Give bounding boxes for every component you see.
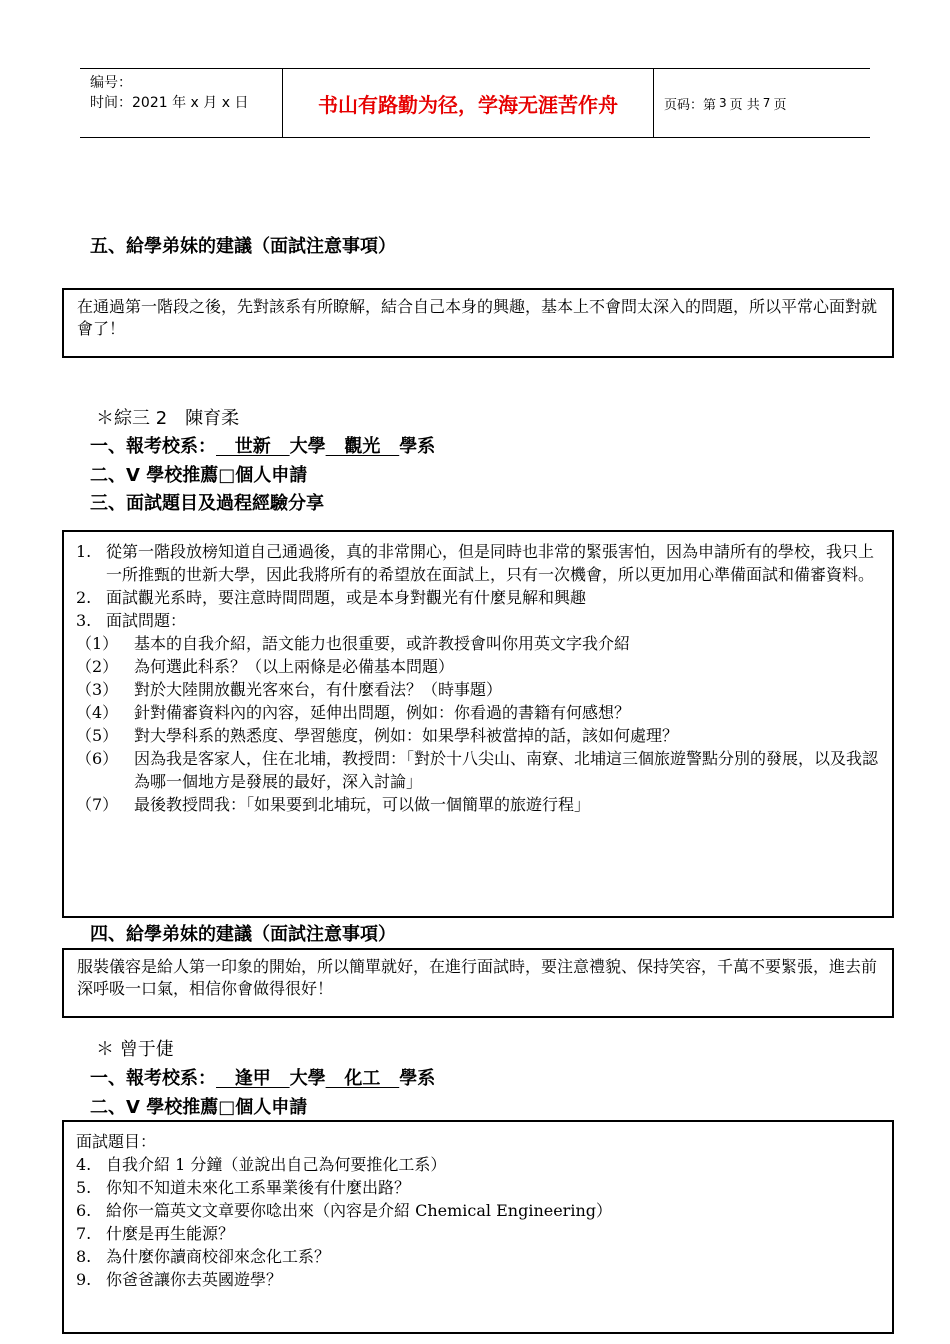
sub-item-number: （1）	[76, 634, 119, 653]
item-text: 為什麼你讀商校卻來念化工系？	[106, 1247, 331, 1266]
apply-line-2	[90, 1064, 435, 1090]
page-counter	[654, 69, 870, 137]
page-header	[80, 68, 870, 138]
sub-item-text: 最後教授問我：「如果要到北埔玩，可以做一個簡單的旅遊行程」	[134, 795, 591, 814]
apply-prefix: 一、報考校系：	[90, 1068, 216, 1089]
item-number: 6.	[76, 1201, 92, 1220]
item-text: 面試問題：	[106, 611, 187, 630]
student-title-2: ＊ 曾于倢	[96, 1039, 174, 1060]
interview-list-2	[64, 1122, 892, 1291]
item-text: 從第一階段放榜知道自己通過後，真的非常開心，但是同時也非常的緊張害怕，因為申請所有的學校，我只上一所推甄的世新大學，因此我將所有的希望放在面試上，只有一次機會，所以更加用心準備面試和備審資料。	[106, 542, 875, 584]
sub-item-text: 基本的自我介紹，語文能力也很重要，或許教授會叫你用英文字我介紹	[134, 634, 631, 653]
sub-item-text: 對於大陸開放觀光客來台，有什麼看法？（時事題）	[134, 680, 503, 699]
sub-item-number: （5）	[76, 726, 119, 745]
sub-item-text: 為何選此科系？（以上兩條是必備基本問題）	[134, 657, 455, 676]
item-text: 自我介紹 1 分鐘（並說出自己為何要推化工系）	[106, 1155, 447, 1174]
section-heading-advice: 五、給學弟妹的建議（面試注意事項）	[90, 236, 396, 257]
sub-item-text: 對大學科系的熟悉度、學習態度，例如：如果學科被當掉的話，該如何處理？	[134, 726, 679, 745]
item-number: 3.	[76, 611, 92, 630]
list-item	[76, 1245, 882, 1268]
apply-method: 二、V 學校推薦□個人申請	[90, 465, 308, 486]
sub-item-number: （2）	[76, 657, 119, 676]
item-text: 什麼是再生能源？	[106, 1224, 235, 1243]
advice-text-2: 服裝儀容是給人第一印象的開始，所以簡單就好，在進行面試時，要注意禮貌、保持笑容，千萬不要緊張，進去前深呼吸一口氣，相信你會做得很好！	[77, 957, 878, 998]
sub-item	[76, 632, 882, 655]
list-item	[76, 1199, 882, 1222]
dept-suffix: 學系	[399, 436, 436, 457]
school-name: 逢甲	[216, 1068, 290, 1089]
student-title: ＊綜三 2 陳育柔	[96, 408, 240, 429]
sub-item-text: 針對備審資料內的內容，延伸出問題，例如：你看過的書籍有何感想？	[134, 703, 631, 722]
interview-box-2	[62, 1120, 894, 1334]
apply-method-2: 二、V 學校推薦□個人申請	[90, 1097, 308, 1118]
question-heading: 三、面試題目及過程經驗分享	[90, 493, 324, 514]
page-end: 页	[773, 97, 787, 113]
advice-text: 在通過第一階段之後，先對該系有所瞭解，結合自己本身的興趣，基本上不會問太深入的問題，所以平常心面對就會了！	[77, 297, 878, 338]
sub-item	[76, 655, 882, 678]
section-heading-advice-2: 四、給學弟妹的建議（面試注意事項）	[90, 924, 396, 945]
sub-item-text: 因為我是客家人，住在北埔，教授問：「對於十八尖山、南寮、北埔這三個旅遊警點分別的發展，以及我認為哪一個地方是發展的最好，深入討論」	[134, 749, 879, 791]
item-number: 7.	[76, 1224, 92, 1243]
item-number: 5.	[76, 1178, 92, 1197]
item-text: 面試觀光系時，要注意時間問題，或是本身對觀光有什麼見解和興趣	[106, 588, 587, 607]
item-number: 2.	[76, 588, 92, 607]
sub-item-number: （6）	[76, 749, 119, 768]
dept-name: 觀光	[325, 436, 400, 457]
univ-label: 大學	[289, 1068, 326, 1089]
sub-item	[76, 793, 882, 816]
list-item	[76, 609, 882, 632]
list-item	[76, 1268, 882, 1291]
advice-box	[62, 288, 894, 358]
number-label: 编号：	[90, 75, 132, 91]
box-title: 面試題目：	[76, 1132, 157, 1151]
apply-prefix: 一、報考校系：	[90, 436, 216, 457]
page-label: 页码：第	[664, 97, 717, 113]
list-item	[76, 540, 882, 586]
dept-suffix: 學系	[399, 1068, 436, 1089]
page-total: 7	[762, 96, 771, 110]
header-motto: 书山有路勤为径，学海无涯苦作舟	[282, 69, 654, 137]
item-text: 給你一篇英文文章要你唸出來（內容是介紹 Chemical Engineering）	[106, 1201, 612, 1220]
item-number: 1.	[76, 542, 92, 561]
school-name: 世新	[216, 436, 290, 457]
item-number: 4.	[76, 1155, 92, 1174]
list-item	[76, 1153, 882, 1176]
page-number: 3	[719, 96, 727, 110]
item-text: 你爸爸讓你去英國遊學？	[106, 1270, 283, 1289]
list-item	[76, 586, 882, 609]
sub-item-number: （7）	[76, 795, 119, 814]
sub-item-number: （4）	[76, 703, 119, 722]
dept-name: 化工	[325, 1068, 400, 1089]
sub-item	[76, 678, 882, 701]
apply-line	[90, 432, 435, 458]
sub-item	[76, 701, 882, 724]
list-item	[76, 1222, 882, 1245]
header-meta	[80, 69, 282, 137]
interview-list	[64, 532, 892, 816]
sub-item	[76, 747, 882, 793]
sub-item-number: （3）	[76, 680, 119, 699]
univ-label: 大學	[289, 436, 326, 457]
advice-box-2	[62, 948, 894, 1018]
list-item	[76, 1176, 882, 1199]
page-mid: 页 共	[729, 97, 760, 113]
sub-item	[76, 724, 882, 747]
item-text: 你知不知道未來化工系畢業後有什麼出路？	[106, 1178, 411, 1197]
item-number: 8.	[76, 1247, 92, 1266]
item-number: 9.	[76, 1270, 92, 1289]
interview-box	[62, 530, 894, 918]
time-label: 时间：2021 年 x 月 x 日	[90, 95, 249, 111]
